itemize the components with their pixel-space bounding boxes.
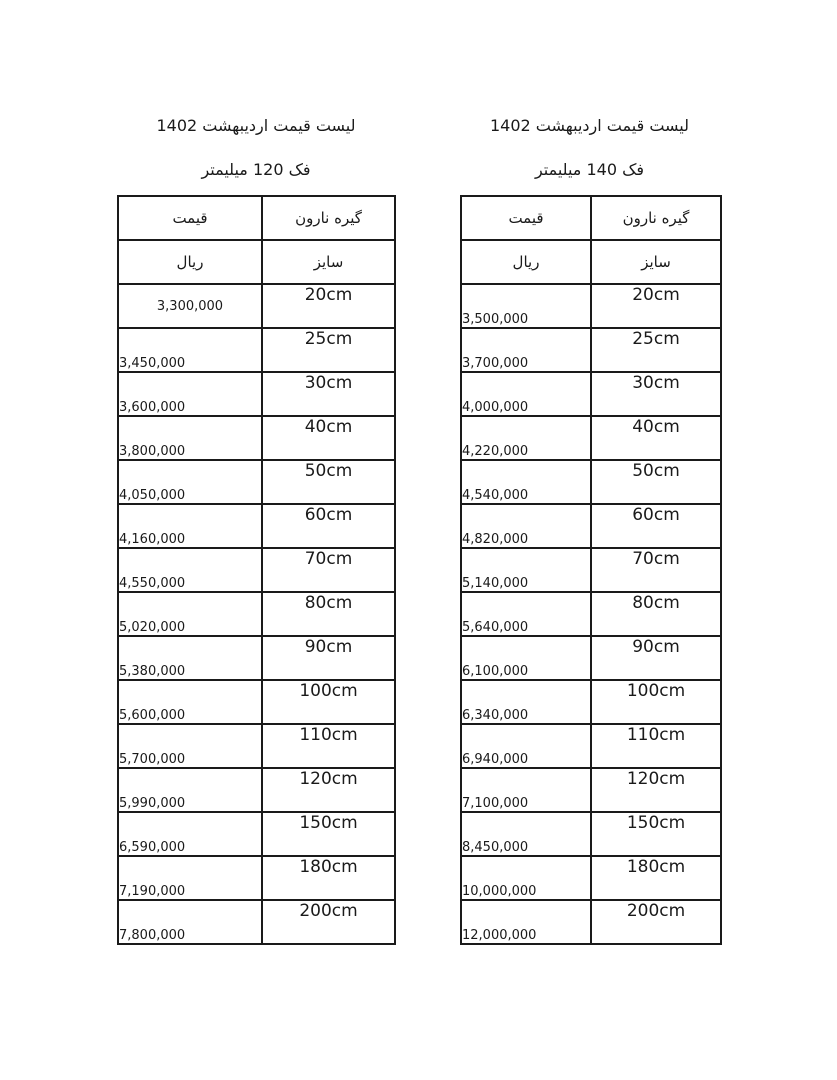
header-row [461, 196, 721, 240]
price-list-title-120: لیست قیمت اردیبهشت 1402 [156, 116, 356, 135]
price-column-header: قیمت [461, 196, 591, 240]
price-cell: 6,100,000 [461, 636, 591, 680]
price-cell: 3,500,000 [461, 284, 591, 328]
table-row [461, 900, 721, 944]
price-cell: 6,940,000 [461, 724, 591, 768]
size-cell: 200cm [262, 900, 395, 944]
header-row [461, 240, 721, 284]
table-row [461, 284, 721, 328]
price-cell: 3,800,000 [118, 416, 262, 460]
price-cell: 7,100,000 [461, 768, 591, 812]
price-cell: 5,140,000 [461, 548, 591, 592]
size-cell: 60cm [591, 504, 721, 548]
price-cell: 4,050,000 [118, 460, 262, 504]
price-cell: 7,190,000 [118, 856, 262, 900]
price-cell: 4,220,000 [461, 416, 591, 460]
header-row [118, 196, 395, 240]
size-column-header: سایز [591, 240, 721, 284]
table-row [118, 856, 395, 900]
price-cell: 3,600,000 [118, 372, 262, 416]
table-row [461, 328, 721, 372]
price-table-120 [117, 195, 396, 945]
jaw-size-subtitle-140: فک 140 میلیمتر [534, 160, 645, 179]
table-row [118, 900, 395, 944]
table-row [118, 548, 395, 592]
table-row [461, 372, 721, 416]
table-row [461, 504, 721, 548]
size-cell: 40cm [591, 416, 721, 460]
size-cell: 90cm [262, 636, 395, 680]
table-row [461, 416, 721, 460]
price-cell: 6,590,000 [118, 812, 262, 856]
size-cell: 50cm [262, 460, 395, 504]
currency-header: ریال [118, 240, 262, 284]
table-row [118, 592, 395, 636]
table-row [118, 812, 395, 856]
price-cell: 5,020,000 [118, 592, 262, 636]
price-cell: 4,000,000 [461, 372, 591, 416]
header-row [118, 240, 395, 284]
size-cell: 60cm [262, 504, 395, 548]
table-row [461, 680, 721, 724]
size-column-header: سایز [262, 240, 395, 284]
table-row [118, 680, 395, 724]
table-row [118, 460, 395, 504]
price-cell: 5,380,000 [118, 636, 262, 680]
price-cell: 3,450,000 [118, 328, 262, 372]
currency-header: ریال [461, 240, 591, 284]
table-row [118, 636, 395, 680]
size-cell: 30cm [591, 372, 721, 416]
table-row [461, 724, 721, 768]
price-cell: 6,340,000 [461, 680, 591, 724]
size-cell: 90cm [591, 636, 721, 680]
price-cell: 3,700,000 [461, 328, 591, 372]
price-cell: 5,990,000 [118, 768, 262, 812]
price-table-140 [460, 195, 722, 945]
price-cell: 8,450,000 [461, 812, 591, 856]
price-cell: 7,800,000 [118, 900, 262, 944]
size-cell: 80cm [262, 592, 395, 636]
price-column-header: قیمت [118, 196, 262, 240]
size-cell: 20cm [262, 284, 395, 328]
table-row [461, 548, 721, 592]
table-row [118, 724, 395, 768]
table-row [118, 416, 395, 460]
size-cell: 20cm [591, 284, 721, 328]
table-row [461, 768, 721, 812]
table-row [118, 284, 395, 328]
size-cell: 180cm [591, 856, 721, 900]
jaw-size-subtitle-120: فک 120 میلیمتر [201, 160, 311, 179]
table-row [118, 504, 395, 548]
size-cell: 120cm [262, 768, 395, 812]
size-cell: 30cm [262, 372, 395, 416]
table-row [461, 460, 721, 504]
price-cell: 4,540,000 [461, 460, 591, 504]
price-cell: 10,000,000 [461, 856, 591, 900]
size-cell: 70cm [591, 548, 721, 592]
size-cell: 110cm [591, 724, 721, 768]
size-cell: 200cm [591, 900, 721, 944]
table-row [461, 636, 721, 680]
table-row [461, 592, 721, 636]
size-cell: 50cm [591, 460, 721, 504]
product-name-header: گیره نارون [591, 196, 721, 240]
size-cell: 180cm [262, 856, 395, 900]
size-cell: 100cm [591, 680, 721, 724]
size-cell: 110cm [262, 724, 395, 768]
size-cell: 150cm [591, 812, 721, 856]
size-cell: 120cm [591, 768, 721, 812]
table-row [461, 856, 721, 900]
price-cell: 4,550,000 [118, 548, 262, 592]
price-cell: 12,000,000 [461, 900, 591, 944]
price-list-title-140: لیست قیمت اردیبهشت 1402 [489, 116, 690, 135]
size-cell: 100cm [262, 680, 395, 724]
table-row [118, 372, 395, 416]
price-cell: 4,820,000 [461, 504, 591, 548]
price-cell: 5,600,000 [118, 680, 262, 724]
table-row [118, 328, 395, 372]
size-cell: 25cm [591, 328, 721, 372]
price-cell: 3,300,000 [118, 284, 262, 328]
price-table-body [118, 196, 395, 944]
product-name-header: گیره نارون [262, 196, 395, 240]
size-cell: 40cm [262, 416, 395, 460]
table-row [461, 812, 721, 856]
size-cell: 25cm [262, 328, 395, 372]
size-cell: 70cm [262, 548, 395, 592]
price-cell: 4,160,000 [118, 504, 262, 548]
table-row [118, 768, 395, 812]
price-cell: 5,700,000 [118, 724, 262, 768]
price-cell: 5,640,000 [461, 592, 591, 636]
size-cell: 80cm [591, 592, 721, 636]
size-cell: 150cm [262, 812, 395, 856]
price-table-body [461, 196, 721, 944]
